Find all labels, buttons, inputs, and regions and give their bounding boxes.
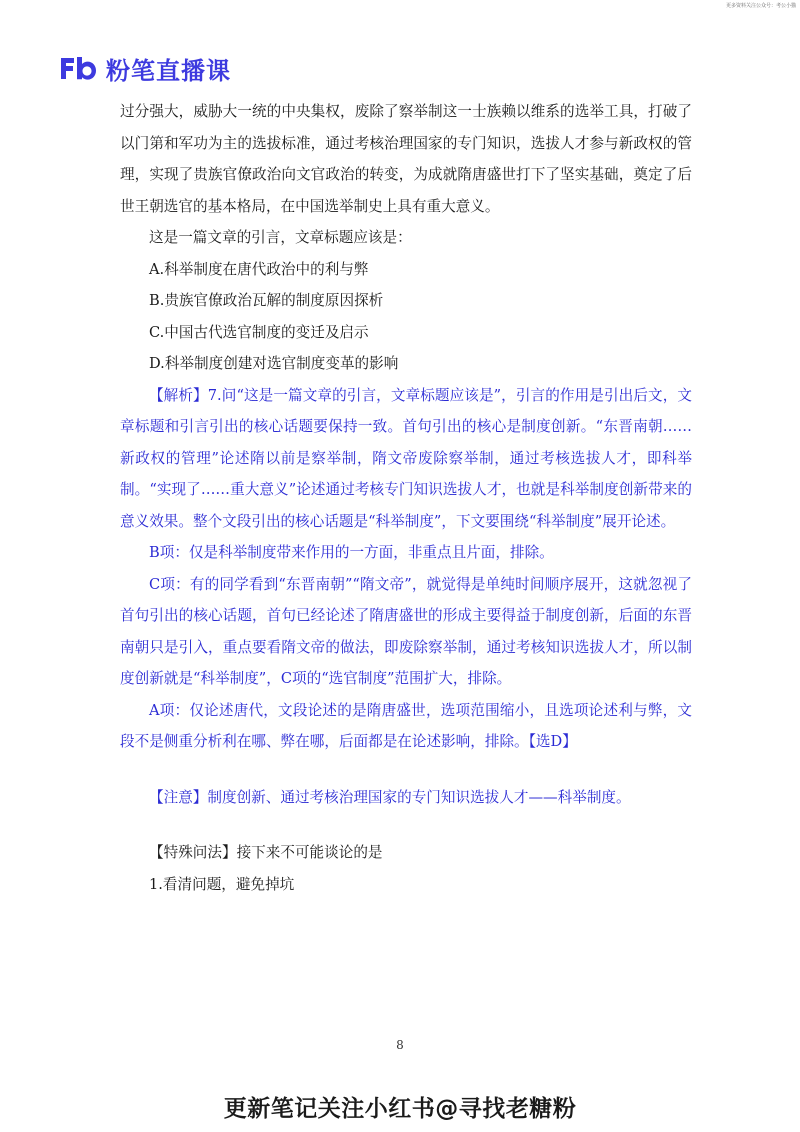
fb-logo-icon (58, 54, 98, 82)
analysis-paragraph: 【解析】7.问“这是一篇文章的引言，文章标题应该是”，引言的作用是引出后文，文章标题和引言引出的核心话题要保持一致。首句引出的核心是制度创新。“东晋南朝……新政权的管理”论述隋以前是察举制，隋文帝废除察举制，通过考核选拔人才，即科举制。“实现了……重大意义”论述通过考核专门知识选拔人才，也就是科举制度创新带来的意义效果。整个文段引出的核心话题是“科举制度”，下文要围绕“科举制度”展开论述。 (120, 386, 692, 530)
option-b: B.贵族官僚政治瓦解的制度原因探析 (149, 292, 384, 309)
footer-watermark: 更新笔记关注小红书@寻找老糖粉 (223, 1096, 577, 1122)
tip-item: 1.看清问题，避免掉坑 (149, 875, 295, 893)
question-text: 这是一篇文章的引言，文章标题应该是： (149, 229, 412, 246)
brand-logo (58, 52, 231, 84)
analysis-option-b: B项：仅是科举制度带来作用的一方面，非重点且片面，排除。 (149, 544, 554, 561)
intro-paragraph: 过分强大，威胁大一统的中央集权，废除了察举制这一士族赖以维系的选举工具，打破了以门第和军功为主的选拔标准，通过考核治理国家的专门知识，选拔人才参与新政权的管理，实现了贵族官僚政治向文官政治的转变，为成就隋唐盛世打下了坚实基础，奠定了后世王朝选官的基本格局，在中国选举制史上具有重大意义。 (120, 103, 692, 215)
logo-text: 粉笔直播课 (106, 56, 231, 85)
analysis-option-c: C项：有的同学看到“东晋南朝”“隋文帝”，就觉得是单纯时间顺序展开，这就忽视了首句引出的核心话题，首句已经论述了隋唐盛世的形成主要得益于制度创新，后面的东晋南朝只是引入，重点要看隋文帝的做法，即废除察举制，通过考核知识选拔人才，所以制度创新就是“科举制度”，C项的“选官制度”范围扩大，排除。 (120, 575, 692, 687)
note-paragraph: 【注意】制度创新、通过考核治理国家的专门知识选拔人才——科举制度。 (149, 788, 631, 806)
spacer (120, 813, 692, 837)
option-d: D.科举制度创建对选官制度变革的影响 (149, 355, 399, 372)
spacer (120, 758, 692, 782)
special-method-heading: 【特殊问法】接下来不可能谈论的是 (149, 844, 383, 861)
option-c: C.中国古代选官制度的变迁及启示 (149, 323, 369, 341)
page-content (120, 96, 692, 900)
corner-note: 更多资料关注公众号：考公小猫 (725, 3, 796, 9)
option-a: A.科举制度在唐代政治中的利与弊 (149, 260, 369, 278)
page-number: 8 (396, 1038, 404, 1052)
analysis-option-a: A项：仅论述唐代，文段论述的是隋唐盛世，选项范围缩小，且选项论述利与弊，文段不是侧重分析利在哪、弊在哪，后面都是在论述影响，排除。【选D】 (120, 701, 692, 750)
